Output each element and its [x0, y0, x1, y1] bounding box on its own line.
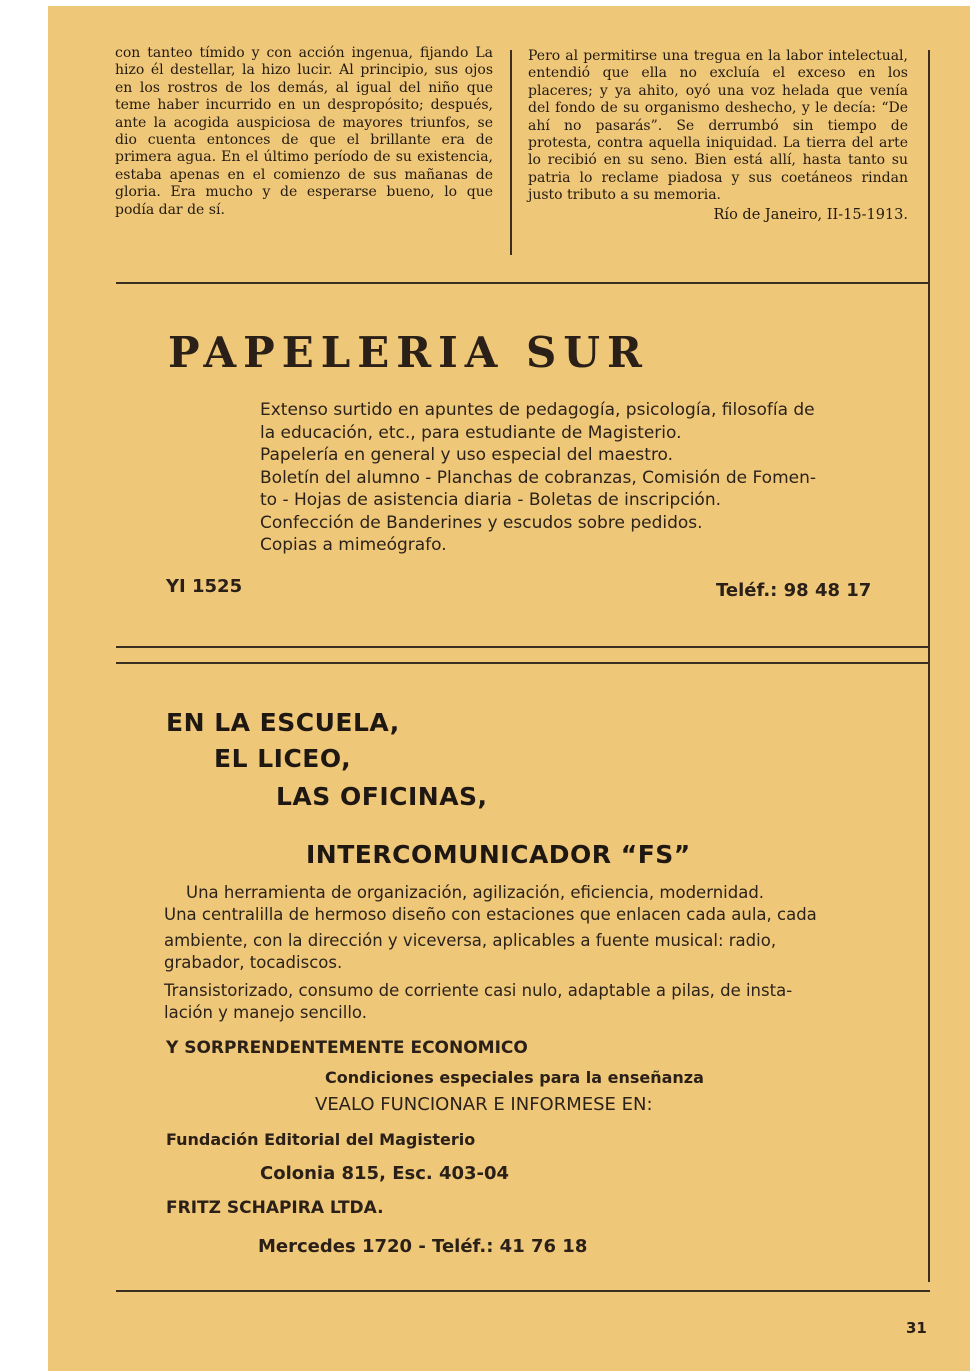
intercom-description [164, 882, 884, 1024]
papeleria-line: to - Hojas de asistencia diaria - Boletas de inscripción. [260, 490, 721, 510]
intercom-line: lación y manejo sencillo. [164, 1003, 367, 1022]
article-signoff: Río de Janeiro, II-15-1913. [713, 206, 908, 223]
intercom-heading-2: EL LICEO, [214, 744, 352, 773]
intercom-place1-address: Colonia 815, Esc. 403-04 [260, 1163, 510, 1184]
article-right-column [528, 48, 908, 224]
intercom-see-it: VEALO FUNCIONAR E INFORMESE EN: [315, 1094, 653, 1115]
papeleria-phone: Teléf.: 98 48 17 [716, 580, 872, 601]
papeleria-description [260, 399, 890, 557]
right-border-rule [928, 50, 930, 1282]
column-divider [510, 50, 512, 255]
intercom-heading-3: LAS OFICINAS, [276, 782, 488, 811]
ad-separator-rule-1 [116, 646, 930, 648]
papeleria-line: Confección de Banderines y escudos sobre pedidos. [260, 512, 703, 533]
intercom-line: Transistorizado, consumo de corriente casi nulo, adaptable a pilas, de insta- [164, 981, 793, 1000]
papeleria-line: Papelería en general y uso especial del maestro. [260, 445, 674, 465]
article-right-text: Pero al permitirse una tregua en la labor intelectual, entendió que ella no excluía el exceso en los placeres; y ya ahito, oyó una voz helada que venía del fondo de su organismo deshecho, y le decía: “De ahí no pasarás”. Se derrumbó sin tiempo de protesta, contra aquella iniquidad. La tierra del arte lo recibió en su seno. Bien está allí, hasta tanto su patria lo reclame piadosa y sus coetáneos rindan justo tributo a su memoria. [528, 48, 908, 204]
article-left-column [115, 45, 493, 219]
intercom-place2-address: Mercedes 1720 - Teléf.: 41 76 18 [258, 1236, 588, 1257]
magazine-page [48, 6, 970, 1371]
intercom-place2-name: FRITZ SCHAPIRA LTDA. [166, 1198, 384, 1218]
papeleria-code: YI 1525 [166, 576, 243, 597]
page-bottom-rule [116, 1290, 930, 1292]
papeleria-line: Copias a mimeógrafo. [260, 535, 447, 555]
article-left-text: con tanteo tímido y con acción ingenua, fijando La hizo él destellar, la hizo lucir. Al principio, sus ojos en los rostros de los demás, al igual del niño que teme haber incurrido en un despropósito; después, ante la acogida auspiciosa de mayores triunfos, se dio cuenta entonces de que el brillante era de primera agua. En el último período de su existencia, estaba apenas en el comienzo de sus mañanas de gloria. Era mucho y de esperarse bueno, lo que podía dar de sí. [115, 45, 493, 218]
papeleria-title: PAPELERIA SUR [168, 328, 649, 377]
intercom-economic-claim: Y SORPRENDENTEMENTE ECONOMICO [166, 1038, 528, 1058]
papeleria-line: Extenso surtido en apuntes de pedagogía, psicología, filosofía de [260, 400, 815, 420]
intercom-line: Una centralilla de hermoso diseño con estaciones que enlacen cada aula, cada [164, 905, 817, 924]
article-bottom-rule [116, 282, 930, 284]
intercom-line: grabador, tocadiscos. [164, 953, 343, 972]
intercom-line: Una herramienta de organización, agilización, eficiencia, modernidad. [186, 883, 765, 902]
papeleria-line: Boletín del alumno - Planchas de cobranzas, Comisión de Fomen- [260, 467, 816, 488]
intercom-line: ambiente, con la dirección y viceversa, aplicables a fuente musical: radio, [164, 931, 777, 950]
intercom-conditions: Condiciones especiales para la enseñanza [325, 1068, 704, 1087]
page-number: 31 [906, 1319, 927, 1337]
intercom-heading-1: EN LA ESCUELA, [166, 708, 400, 737]
papeleria-line: la educación, etc., para estudiante de Magisterio. [260, 422, 682, 443]
intercom-product-name: INTERCOMUNICADOR “FS” [306, 840, 691, 869]
ad-separator-rule-2 [116, 662, 930, 664]
intercom-place1-name: Fundación Editorial del Magisterio [166, 1130, 476, 1149]
